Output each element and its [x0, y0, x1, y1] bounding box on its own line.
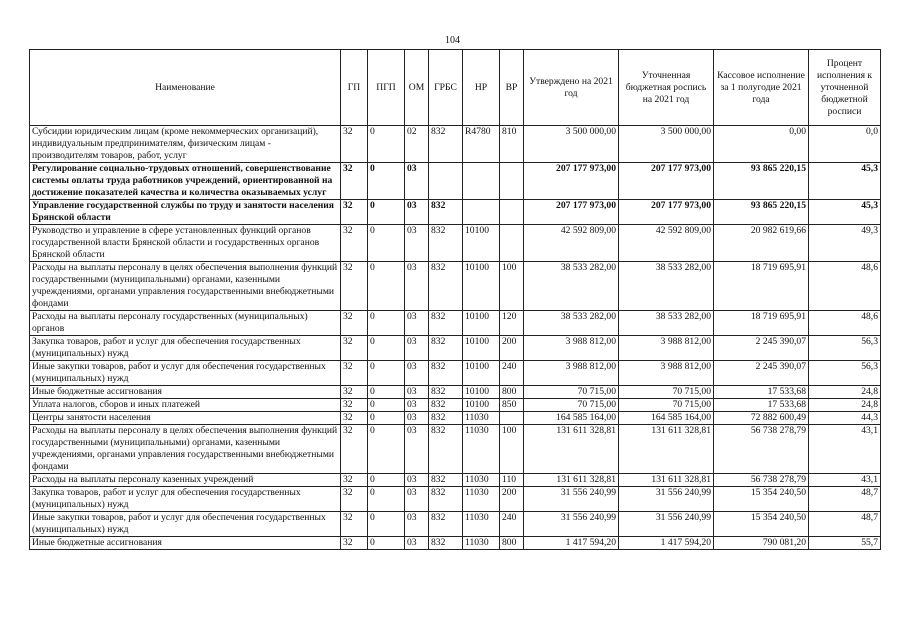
cell-pgp: 0: [368, 487, 405, 512]
cell-grbs: [429, 163, 463, 200]
cell-revised: 3 500 000,00: [619, 126, 714, 163]
cell-approved: 70 715,00: [524, 386, 619, 399]
cell-pgp: 0: [368, 225, 405, 262]
cell-pgp: 0: [368, 474, 405, 487]
cell-cash: 93 865 220,15: [714, 163, 809, 200]
header-percent: Процент исполнения к уточненной бюджетной росписи: [809, 50, 881, 126]
cell-percent: 48,6: [809, 262, 881, 311]
cell-np: 10100: [463, 225, 500, 262]
cell-om: 03: [405, 262, 429, 311]
table-row: [30, 487, 881, 512]
cell-percent: 45,3: [809, 200, 881, 225]
cell-om: 03: [405, 399, 429, 412]
cell-om: 03: [405, 361, 429, 386]
cell-percent: 43,1: [809, 474, 881, 487]
cell-pgp: 0: [368, 126, 405, 163]
cell-vr: 100: [500, 262, 524, 311]
cell-gp: 32: [341, 361, 368, 386]
cell-pgp: 0: [368, 311, 405, 336]
cell-name: Закупка товаров, работ и услуг для обеспечения государственных (муниципальных) нужд: [30, 336, 341, 361]
cell-cash: 18 719 695,91: [714, 311, 809, 336]
cell-gp: 32: [341, 262, 368, 311]
header-row: [30, 50, 881, 126]
cell-revised: 3 988 812,00: [619, 361, 714, 386]
cell-om: 02: [405, 126, 429, 163]
cell-percent: 56,3: [809, 361, 881, 386]
header-pgp: ПГП: [368, 50, 405, 126]
cell-percent: 56,3: [809, 336, 881, 361]
cell-om: 03: [405, 200, 429, 225]
cell-grbs: 832: [429, 311, 463, 336]
cell-grbs: 832: [429, 487, 463, 512]
cell-grbs: 832: [429, 386, 463, 399]
cell-om: 03: [405, 487, 429, 512]
cell-grbs: 832: [429, 474, 463, 487]
cell-name: Иные бюджетные ассигнования: [30, 386, 341, 399]
cell-om: 03: [405, 386, 429, 399]
cell-vr: 200: [500, 487, 524, 512]
cell-name: Регулирование социально-трудовых отношений, совершенствование системы оплаты труда работников учреждений, ориентированной на достижение показателей качества и количества оказываемых услуг: [30, 163, 341, 200]
cell-pgp: 0: [368, 200, 405, 225]
cell-name: Субсидии юридическим лицам (кроме некоммерческих организаций), индивидуальным предпринимателям, физическим лицам - производителям товаров, работ, услуг: [30, 126, 341, 163]
cell-revised: 70 715,00: [619, 386, 714, 399]
table-row: [30, 262, 881, 311]
cell-name: Управление государственной службы по труду и занятости населения Брянской области: [30, 200, 341, 225]
cell-grbs: 832: [429, 336, 463, 361]
cell-pgp: 0: [368, 262, 405, 311]
cell-np: 11030: [463, 412, 500, 425]
cell-revised: 42 592 809,00: [619, 225, 714, 262]
table-row: [30, 399, 881, 412]
cell-revised: 131 611 328,81: [619, 474, 714, 487]
cell-name: Иные закупки товаров, работ и услуг для обеспечения государственных (муниципальных) нужд: [30, 361, 341, 386]
table-row: [30, 163, 881, 200]
cell-cash: 18 719 695,91: [714, 262, 809, 311]
cell-om: 03: [405, 336, 429, 361]
cell-np: R4780: [463, 126, 500, 163]
cell-approved: 38 533 282,00: [524, 262, 619, 311]
cell-om: 03: [405, 311, 429, 336]
cell-approved: 3 988 812,00: [524, 336, 619, 361]
cell-gp: 32: [341, 163, 368, 200]
cell-np: 10100: [463, 262, 500, 311]
cell-np: 11030: [463, 537, 500, 550]
cell-revised: 70 715,00: [619, 399, 714, 412]
cell-vr: [500, 163, 524, 200]
cell-grbs: 832: [429, 225, 463, 262]
cell-np: [463, 200, 500, 225]
cell-percent: 43,1: [809, 425, 881, 474]
cell-revised: 38 533 282,00: [619, 311, 714, 336]
cell-approved: 207 177 973,00: [524, 163, 619, 200]
cell-grbs: 832: [429, 262, 463, 311]
cell-np: [463, 163, 500, 200]
cell-gp: 32: [341, 225, 368, 262]
cell-pgp: 0: [368, 512, 405, 537]
cell-om: 03: [405, 163, 429, 200]
cell-gp: 32: [341, 425, 368, 474]
cell-percent: 45,3: [809, 163, 881, 200]
cell-name: Расходы на выплаты персоналу казенных учреждений: [30, 474, 341, 487]
cell-name: Закупка товаров, работ и услуг для обеспечения государственных (муниципальных) нужд: [30, 487, 341, 512]
cell-approved: 31 556 240,99: [524, 487, 619, 512]
cell-pgp: 0: [368, 386, 405, 399]
cell-gp: 32: [341, 487, 368, 512]
cell-grbs: 832: [429, 412, 463, 425]
header-om: ОМ: [405, 50, 429, 126]
cell-np: 10100: [463, 399, 500, 412]
header-vr: ВР: [500, 50, 524, 126]
header-grbs: ГРБС: [429, 50, 463, 126]
cell-vr: 800: [500, 386, 524, 399]
cell-vr: 110: [500, 474, 524, 487]
cell-np: 11030: [463, 474, 500, 487]
cell-vr: [500, 200, 524, 225]
cell-percent: 24,8: [809, 386, 881, 399]
cell-approved: 131 611 328,81: [524, 425, 619, 474]
cell-approved: 164 585 164,00: [524, 412, 619, 425]
cell-approved: 131 611 328,81: [524, 474, 619, 487]
cell-cash: 790 081,20: [714, 537, 809, 550]
cell-np: 10100: [463, 361, 500, 386]
cell-percent: 0,0: [809, 126, 881, 163]
cell-vr: [500, 412, 524, 425]
cell-gp: 32: [341, 399, 368, 412]
cell-percent: 49,3: [809, 225, 881, 262]
cell-om: 03: [405, 537, 429, 550]
cell-approved: 3 988 812,00: [524, 361, 619, 386]
cell-cash: 56 738 278,79: [714, 425, 809, 474]
cell-gp: 32: [341, 474, 368, 487]
table-row: [30, 361, 881, 386]
cell-name: Иные закупки товаров, работ и услуг для обеспечения государственных (муниципальных) нужд: [30, 512, 341, 537]
cell-name: Расходы на выплаты персоналу государственных (муниципальных) органов: [30, 311, 341, 336]
cell-gp: 32: [341, 537, 368, 550]
cell-pgp: 0: [368, 336, 405, 361]
cell-approved: 70 715,00: [524, 399, 619, 412]
cell-gp: 32: [341, 200, 368, 225]
cell-np: 10100: [463, 336, 500, 361]
table-row: [30, 512, 881, 537]
cell-grbs: 832: [429, 512, 463, 537]
cell-np: 10100: [463, 386, 500, 399]
cell-cash: 15 354 240,50: [714, 487, 809, 512]
cell-cash: 17 533,68: [714, 386, 809, 399]
table-row: [30, 412, 881, 425]
cell-cash: 56 738 278,79: [714, 474, 809, 487]
cell-vr: 240: [500, 512, 524, 537]
cell-revised: 1 417 594,20: [619, 537, 714, 550]
header-gp: ГП: [341, 50, 368, 126]
cell-om: 03: [405, 412, 429, 425]
cell-vr: [500, 225, 524, 262]
cell-cash: 15 354 240,50: [714, 512, 809, 537]
cell-revised: 3 988 812,00: [619, 336, 714, 361]
cell-name: Расходы на выплаты персоналу в целях обеспечения выполнения функций государственными (муниципальными) органами, казенными учреждениями, органами управления государственными внебюджетными фондами: [30, 262, 341, 311]
cell-om: 03: [405, 225, 429, 262]
table-row: [30, 126, 881, 163]
cell-approved: 207 177 973,00: [524, 200, 619, 225]
table-row: [30, 225, 881, 262]
table-row: [30, 311, 881, 336]
cell-cash: 2 245 390,07: [714, 361, 809, 386]
page-number: 104: [445, 35, 460, 46]
cell-np: 10100: [463, 311, 500, 336]
cell-cash: 0,00: [714, 126, 809, 163]
header-np: НР: [463, 50, 500, 126]
cell-om: 03: [405, 425, 429, 474]
cell-vr: 810: [500, 126, 524, 163]
cell-name: Расходы на выплаты персоналу в целях обеспечения выполнения функций государственными (муниципальными) органами, казенными учреждениями, органами управления государственными внебюджетными фондами: [30, 425, 341, 474]
cell-vr: 240: [500, 361, 524, 386]
cell-revised: 31 556 240,99: [619, 487, 714, 512]
table-row: [30, 386, 881, 399]
cell-np: 11030: [463, 425, 500, 474]
cell-revised: 164 585 164,00: [619, 412, 714, 425]
table-row: [30, 200, 881, 225]
table-row: [30, 336, 881, 361]
cell-pgp: 0: [368, 425, 405, 474]
cell-percent: 48,7: [809, 487, 881, 512]
cell-vr: 100: [500, 425, 524, 474]
cell-grbs: 832: [429, 361, 463, 386]
cell-approved: 3 500 000,00: [524, 126, 619, 163]
cell-pgp: 0: [368, 412, 405, 425]
cell-revised: 38 533 282,00: [619, 262, 714, 311]
cell-gp: 32: [341, 412, 368, 425]
cell-pgp: 0: [368, 537, 405, 550]
table-row: [30, 425, 881, 474]
cell-approved: 38 533 282,00: [524, 311, 619, 336]
cell-revised: 207 177 973,00: [619, 200, 714, 225]
cell-percent: 24,8: [809, 399, 881, 412]
header-name: Наименование: [30, 50, 341, 126]
table-body: [30, 126, 881, 550]
cell-cash: 72 882 600,49: [714, 412, 809, 425]
cell-gp: 32: [341, 512, 368, 537]
cell-om: 03: [405, 474, 429, 487]
cell-vr: 120: [500, 311, 524, 336]
cell-approved: 1 417 594,20: [524, 537, 619, 550]
cell-cash: 20 982 619,66: [714, 225, 809, 262]
header-approved: Утверждено на 2021 год: [524, 50, 619, 126]
cell-gp: 32: [341, 311, 368, 336]
cell-approved: 42 592 809,00: [524, 225, 619, 262]
cell-revised: 31 556 240,99: [619, 512, 714, 537]
cell-name: Руководство и управление в сфере установленных функций органов государственной власти Брянской области и государственных органов Брянской области: [30, 225, 341, 262]
cell-percent: 48,6: [809, 311, 881, 336]
cell-vr: 800: [500, 537, 524, 550]
cell-grbs: 832: [429, 126, 463, 163]
cell-pgp: 0: [368, 399, 405, 412]
cell-np: 11030: [463, 487, 500, 512]
cell-grbs: 832: [429, 425, 463, 474]
cell-vr: 850: [500, 399, 524, 412]
cell-approved: 31 556 240,99: [524, 512, 619, 537]
cell-cash: 17 533,68: [714, 399, 809, 412]
header-revised: Уточненная бюджетная роспись на 2021 год: [619, 50, 714, 126]
cell-gp: 32: [341, 386, 368, 399]
cell-grbs: 832: [429, 200, 463, 225]
cell-pgp: 0: [368, 163, 405, 200]
cell-revised: 207 177 973,00: [619, 163, 714, 200]
cell-om: 03: [405, 512, 429, 537]
cell-grbs: 832: [429, 399, 463, 412]
cell-np: 11030: [463, 512, 500, 537]
cell-gp: 32: [341, 336, 368, 361]
cell-cash: 93 865 220,15: [714, 200, 809, 225]
header-cash: Кассовое исполнение за 1 полугодие 2021 года: [714, 50, 809, 126]
cell-gp: 32: [341, 126, 368, 163]
cell-name: Центры занятости населения: [30, 412, 341, 425]
cell-percent: 55,7: [809, 537, 881, 550]
cell-name: Уплата налогов, сборов и иных платежей: [30, 399, 341, 412]
table-row: [30, 474, 881, 487]
cell-vr: 200: [500, 336, 524, 361]
cell-percent: 44,3: [809, 412, 881, 425]
budget-table: [29, 49, 881, 550]
cell-name: Иные бюджетные ассигнования: [30, 537, 341, 550]
cell-revised: 131 611 328,81: [619, 425, 714, 474]
table-row: [30, 537, 881, 550]
cell-pgp: 0: [368, 361, 405, 386]
cell-cash: 2 245 390,07: [714, 336, 809, 361]
cell-percent: 48,7: [809, 512, 881, 537]
cell-grbs: 832: [429, 537, 463, 550]
